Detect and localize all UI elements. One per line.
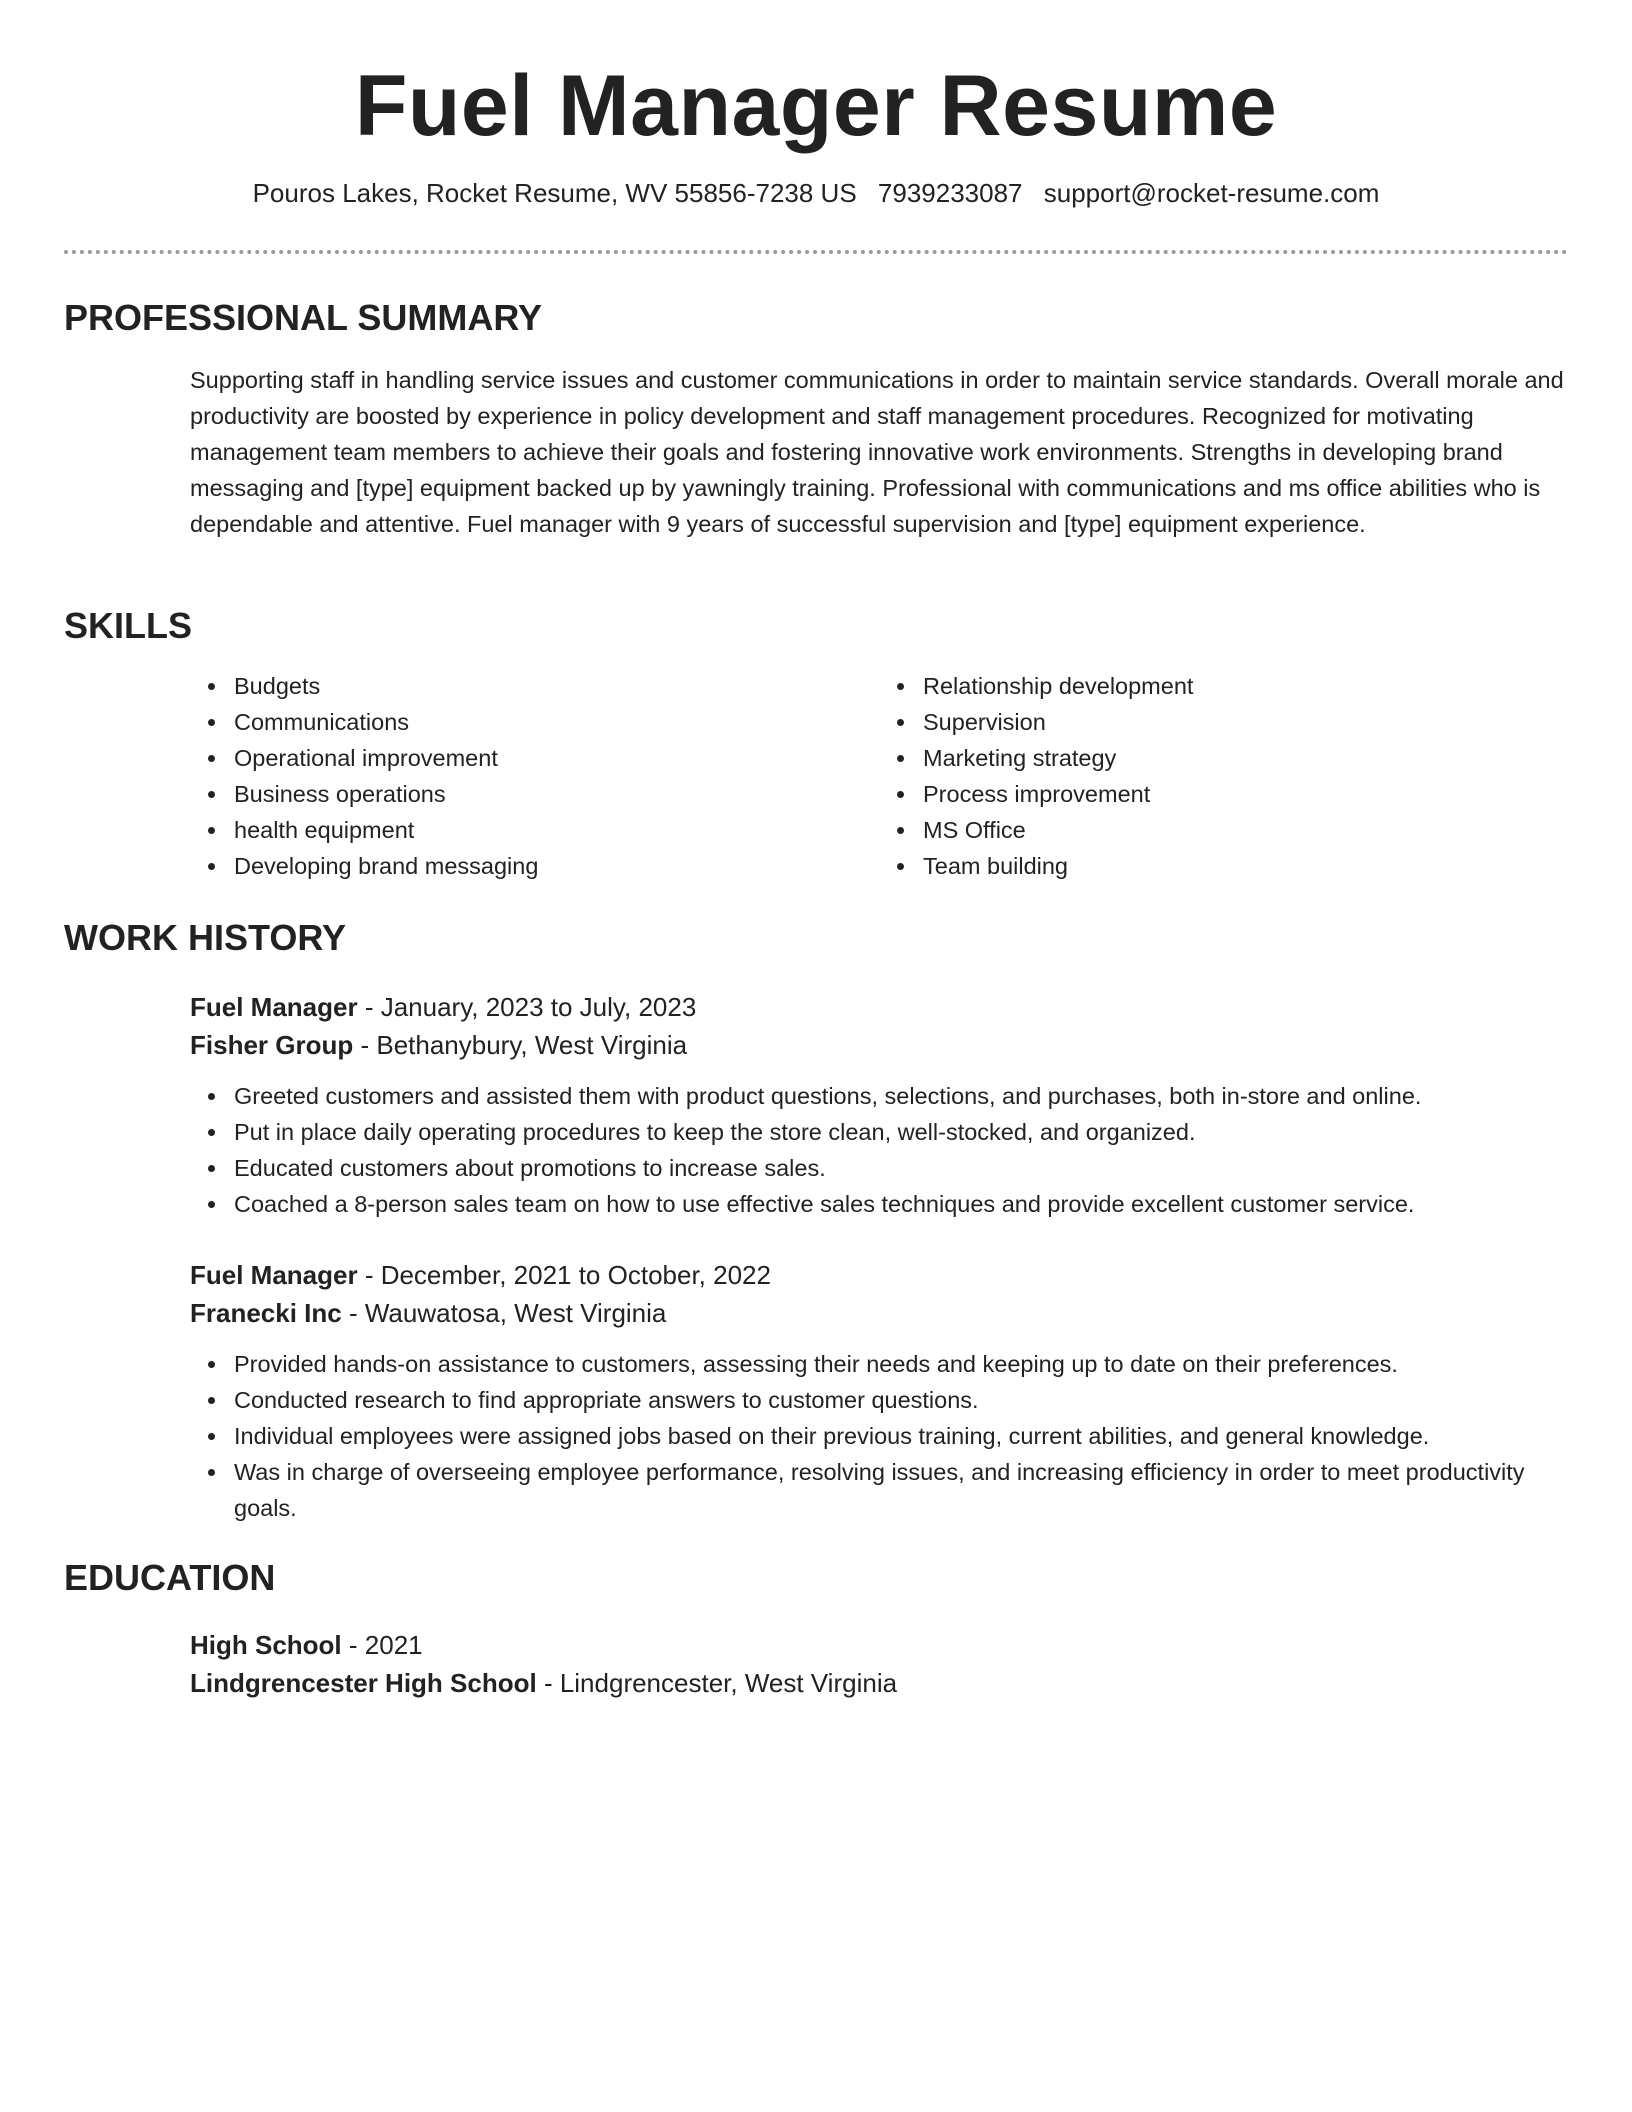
job-location: - Bethanybury, West Virginia	[353, 1030, 688, 1060]
skill-item: Business operations	[234, 776, 879, 812]
work-heading: WORK HISTORY	[64, 917, 347, 958]
skill-item: Supervision	[923, 704, 1568, 740]
skill-item: Budgets	[234, 668, 879, 704]
education-degree: High School	[190, 1630, 342, 1660]
job-bullet: Provided hands-on assistance to customers, assessing their needs and keeping up to date on their preferences.	[234, 1346, 1568, 1382]
education-entry	[190, 1626, 1568, 1702]
skills-list-right	[879, 668, 1568, 884]
education-school: Lindgrencester High School	[190, 1668, 537, 1698]
contact-address: Pouros Lakes, Rocket Resume, WV 55856-7238 US	[252, 178, 857, 208]
skill-item: Process improvement	[923, 776, 1568, 812]
skill-item: Operational improvement	[234, 740, 879, 776]
job-bullet: Put in place daily operating procedures to keep the store clean, well-stocked, and organized.	[234, 1114, 1568, 1150]
job-bullet: Educated customers about promotions to increase sales.	[234, 1150, 1568, 1186]
education-degree-line	[190, 1626, 1568, 1664]
job-title: Fuel Manager	[190, 992, 358, 1022]
skill-item: Communications	[234, 704, 879, 740]
skill-item: MS Office	[923, 812, 1568, 848]
job-bullets	[190, 1346, 1568, 1526]
skills-heading: SKILLS	[64, 605, 193, 646]
job-title-line	[190, 988, 1568, 1026]
skill-item: Marketing strategy	[923, 740, 1568, 776]
resume-title: Fuel Manager Resume	[354, 58, 1278, 154]
contact-line	[64, 176, 1568, 210]
job-company: Franecki Inc	[190, 1298, 342, 1328]
job-title-line	[190, 1256, 1568, 1294]
education-school-line	[190, 1664, 1568, 1702]
job-bullets	[190, 1078, 1568, 1222]
job-entry	[190, 988, 1568, 1222]
job-bullet: Conducted research to find appropriate answers to customer questions.	[234, 1382, 1568, 1418]
job-entry	[190, 1256, 1568, 1526]
job-bullet: Was in charge of overseeing employee performance, resolving issues, and increasing efficiency in order to meet productivity goals.	[234, 1454, 1568, 1526]
job-company-line	[190, 1026, 1568, 1064]
job-title: Fuel Manager	[190, 1260, 358, 1290]
skill-item: Relationship development	[923, 668, 1568, 704]
summary-block	[190, 362, 1568, 542]
job-bullet: Coached a 8-person sales team on how to use effective sales techniques and provide excellent customer service.	[234, 1186, 1568, 1222]
education-location: - Lindgrencester, West Virginia	[536, 1668, 898, 1698]
skills-block	[190, 668, 1568, 884]
job-dates: - December, 2021 to October, 2022	[357, 1260, 771, 1290]
job-location: - Wauwatosa, West Virginia	[341, 1298, 667, 1328]
skills-columns	[190, 668, 1568, 884]
summary-text: Supporting staff in handling service issues and customer communications in order to maintain service standards. Overall morale and productivity are boosted by experience in policy development and staff management procedures. Recognized for motivating management team members to achieve their goals and fostering innovative work environments. Strengths in developing brand messaging and [type] equipment backed up by yawningly training. Professional with communications and ms office abilities who is dependable and attentive. Fuel manager with 9 years of successful supervision and [type] equipment experience.	[190, 367, 1564, 537]
contact-phone: 7939233087	[877, 178, 1023, 208]
job-bullet: Individual employees were assigned jobs based on their previous training, current abilities, and general knowledge.	[234, 1418, 1568, 1454]
resume-page	[64, 0, 1568, 1698]
job-company-line	[190, 1294, 1568, 1332]
job-company: Fisher Group	[190, 1030, 354, 1060]
education-heading: EDUCATION	[64, 1557, 276, 1598]
contact-email: support@rocket-resume.com	[1043, 178, 1380, 208]
education-year: - 2021	[341, 1630, 423, 1660]
skill-item: Developing brand messaging	[234, 848, 879, 884]
skills-list-left	[190, 668, 879, 884]
summary-heading: PROFESSIONAL SUMMARY	[64, 297, 543, 338]
skill-item: health equipment	[234, 812, 879, 848]
skill-item: Team building	[923, 848, 1568, 884]
job-bullet: Greeted customers and assisted them with product questions, selections, and purchases, both in-store and online.	[234, 1078, 1568, 1114]
header-divider	[64, 250, 1568, 254]
job-dates: - January, 2023 to July, 2023	[357, 992, 697, 1022]
